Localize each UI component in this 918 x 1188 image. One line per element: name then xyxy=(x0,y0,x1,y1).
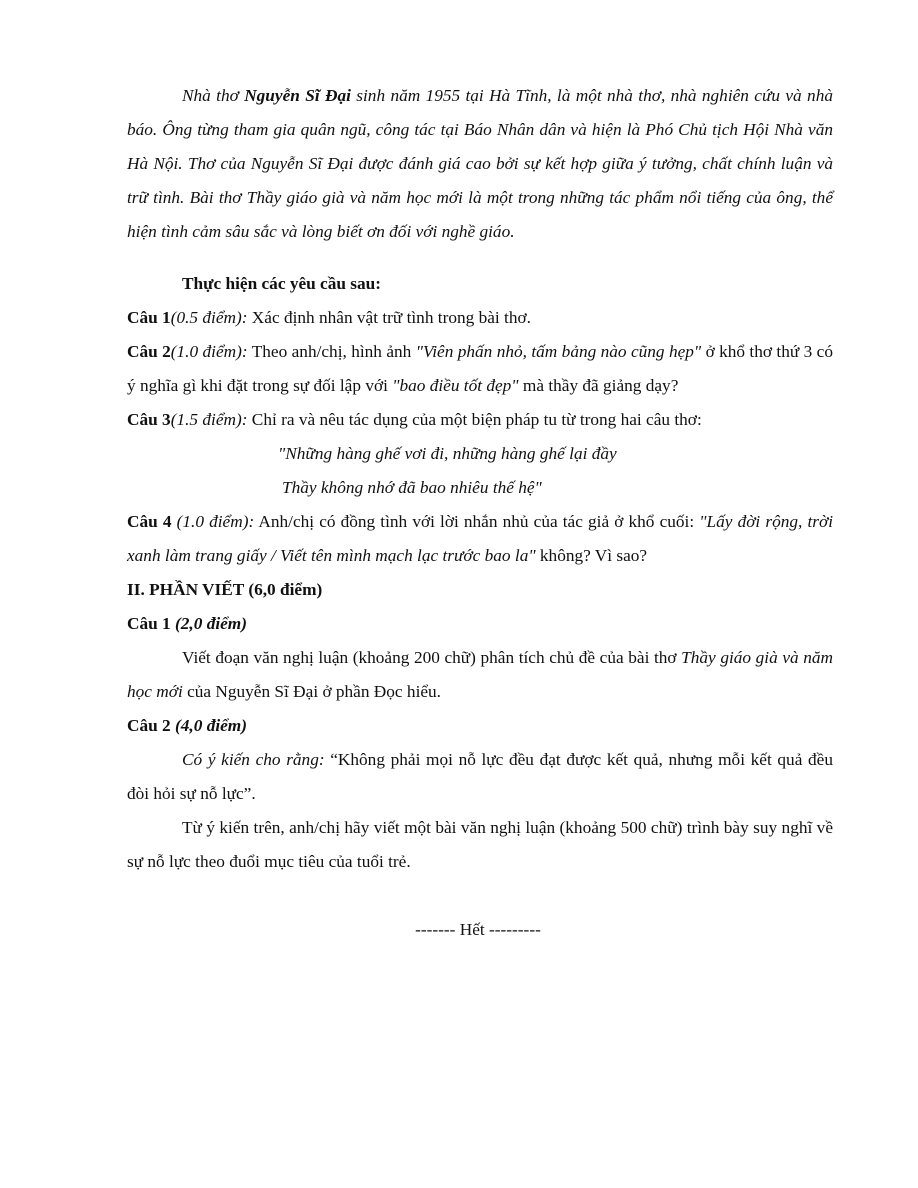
question-2: Câu 2(1.0 điểm): Theo anh/chị, hình ảnh "Viên phấn nhỏ, tấm bảng nào cũng hẹp" ở khổ thơ thứ 3 có ý nghĩa gì khi đặt trong sự đối lập với "bao điều tốt đẹp" mà thầy đã giảng dạy? xyxy=(127,342,833,395)
verse-line-1: "Những hàng ghế vơi đi, những hàng ghế lại đầy xyxy=(278,444,617,463)
author-name: Nguyễn Sĩ Đại xyxy=(244,86,351,105)
instructions-heading: Thực hiện các yêu cầu sau: xyxy=(182,274,382,293)
document-page xyxy=(127,79,833,947)
intro-paragraph: Nhà thơ Nguyễn Sĩ Đại sinh năm 1955 tại Hà Tĩnh, là một nhà thơ, nhà nghiên cứu và nhà báo. Ông từng tham gia quân ngũ, công tác tại Báo Nhân dân và hiện là Phó Chủ tịch Hội Nhà văn Hà Nội. Thơ của Nguyễn Sĩ Đại được đánh giá cao bởi sự kết hợp giữa ý tưởng, chất chính luận và trữ tình. Bài thơ Thầy giáo già và năm học mới là một trong những tác phẩm nổi tiếng của ông, thể hiện tình cảm sâu sắc và lòng biết ơn đối với nghề giáo. xyxy=(127,86,833,241)
question-1: Câu 1(0.5 điểm): Xác định nhân vật trữ tình trong bài thơ. xyxy=(127,308,531,327)
verse-line-2: Thầy không nhớ đã bao nhiêu thế hệ" xyxy=(282,478,542,497)
question-4: Câu 4 (1.0 điểm): Anh/chị có đồng tình với lời nhắn nhủ của tác giả ở khổ cuối: "Lấy đời rộng, trời xanh làm trang giấy / Viết tên mình mạch lạc trước bao la" không? Vì sao? xyxy=(127,512,834,565)
writing-question-2-quote: Có ý kiến cho rằng: “Không phải mọi nỗ lực đều đạt được kết quả, nhưng mỗi kết quả đều đòi hỏi sự nỗ lực”. xyxy=(127,750,833,803)
writing-question-1-title: Câu 1 (2,0 điểm) xyxy=(127,614,248,633)
question-section xyxy=(127,267,833,947)
writing-question-2-title: Câu 2 (4,0 điểm) xyxy=(127,716,248,735)
end-marker: ------- Hết --------- xyxy=(415,920,541,939)
question-3: Câu 3(1.5 điểm): Chỉ ra và nêu tác dụng của một biện pháp tu từ trong hai câu thơ: xyxy=(127,410,702,429)
writing-question-1-text: Viết đoạn văn nghị luận (khoảng 200 chữ) phân tích chủ đề của bài thơ Thầy giáo già và năm học mới của Nguyễn Sĩ Đại ở phần Đọc hiểu. xyxy=(127,648,833,701)
writing-question-2-task: Từ ý kiến trên, anh/chị hãy viết một bài văn nghị luận (khoảng 500 chữ) trình bày suy nghĩ về sự nỗ lực theo đuổi mục tiêu của tuổi trẻ. xyxy=(127,818,833,871)
author-introduction xyxy=(127,79,833,249)
writing-section-heading: II. PHẦN VIẾT (6,0 điểm) xyxy=(127,580,323,599)
poem-title: Thầy giáo già và năm học mới xyxy=(127,648,833,701)
